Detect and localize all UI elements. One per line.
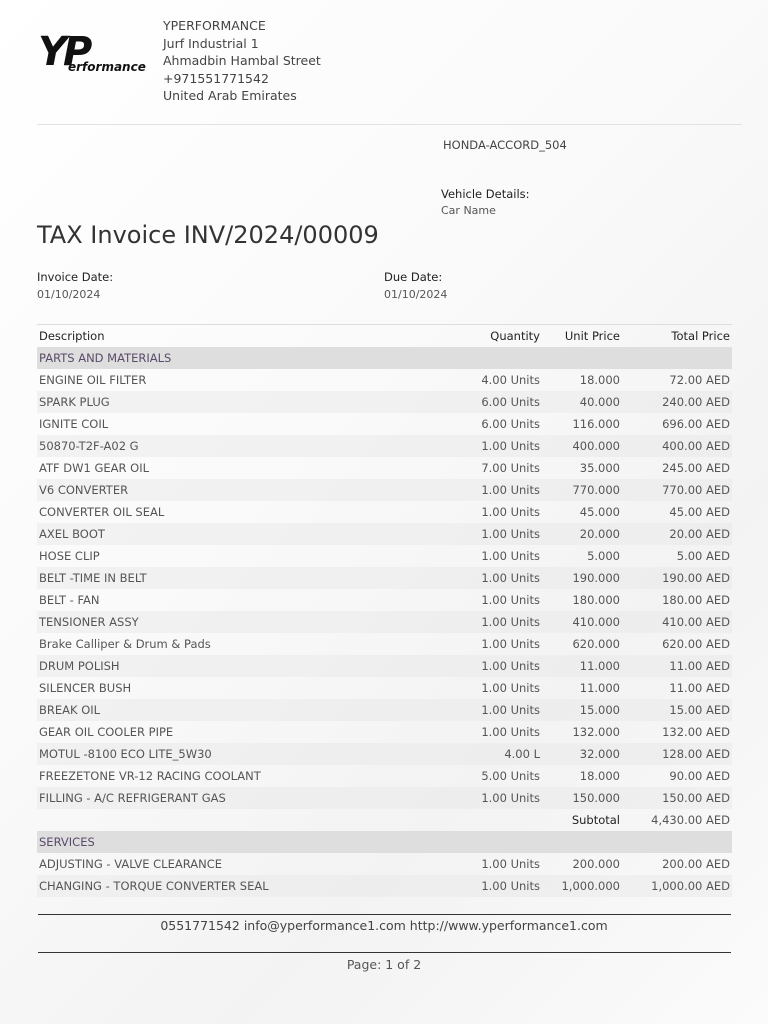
cell-quantity: 5.00 Units [481,769,540,783]
cell-unit-price: 18.000 [579,373,620,387]
cell-total-price: 1,000.00 AED [622,875,732,897]
cell-quantity: 1.00 Units [481,857,540,871]
company-address-line1: Jurf Industrial 1 [163,35,259,51]
cell-unit-price: 32.000 [542,743,622,765]
invoice-header [0,0,768,124]
footer-contact: 0551771542 info@yperformance1.com http://www.yperformance1.com [160,918,608,933]
cell-total-price: 45.00 AED [669,505,730,519]
cell-description: BELT - FAN [39,593,100,607]
cell-unit-price: 15.000 [542,699,622,721]
cell-unit-price: 190.000 [542,567,622,589]
cell-unit-price: 620.000 [572,637,620,651]
cell-description: SILENCER BUSH [39,681,132,695]
cell-unit-price: 20.000 [542,523,622,545]
table-row [37,391,732,413]
table-row [37,633,732,655]
cell-total-price: 200.00 AED [662,857,730,871]
cell-total-price: 11.00 AED [669,681,730,695]
cell-description: ENGINE OIL FILTER [39,373,147,387]
table-row [37,479,732,501]
cell-quantity: 1.00 Units [432,875,542,897]
cell-description: HOSE CLIP [39,549,100,563]
cell-total-price: 245.00 AED [662,461,730,475]
cell-unit-price: 200.000 [572,857,620,871]
cell-unit-price: 116.000 [572,417,620,431]
table-row [37,457,732,479]
table-row [37,523,732,545]
table-row [37,545,732,567]
footer-divider-top [38,914,731,915]
cell-total-price: 696.00 AED [662,417,730,431]
cell-quantity: 1.00 Units [432,435,542,457]
company-phone: +971551771542 [163,70,269,86]
company-address-line2: Ahmadbin Hambal Street [163,53,321,69]
cell-total-price: 11.00 AED [622,655,732,677]
header-quantity: Quantity [490,329,540,343]
cell-unit-price: 11.000 [579,681,620,695]
subtotal-spacer [432,809,542,831]
subtotal-spacer [37,809,432,831]
cell-quantity: 1.00 Units [432,699,542,721]
cell-unit-price: 410.000 [542,611,622,633]
cell-description: MOTUL -8100 ECO LITE_5W30 [37,743,432,765]
cell-unit-price: 5.000 [587,549,620,563]
cell-quantity: 1.00 Units [481,725,540,739]
cell-quantity: 4.00 L [432,743,542,765]
cell-total-price: 190.00 AED [622,567,732,589]
header-total-price: Total Price [671,329,730,343]
cell-description: DRUM POLISH [37,655,432,677]
cell-total-price: 150.00 AED [622,787,732,809]
invoice-date-value: 01/10/2024 [37,288,101,301]
vehicle-details-label: Vehicle Details: [441,187,530,201]
cell-unit-price: 35.000 [579,461,620,475]
cell-quantity: 6.00 Units [432,391,542,413]
invoice-date-block [37,270,113,301]
cell-quantity: 1.00 Units [481,505,540,519]
cell-description: SPARK PLUG [37,391,432,413]
cell-unit-price: 18.000 [579,769,620,783]
cell-description: BELT -TIME IN BELT [37,567,432,589]
cell-unit-price: 150.000 [542,787,622,809]
cell-description: TENSIONER ASSY [37,611,432,633]
cell-total-price: 410.00 AED [622,611,732,633]
cell-description: ADJUSTING - VALVE CLEARANCE [39,857,223,871]
cell-total-price: 15.00 AED [622,699,732,721]
cell-unit-price: 40.000 [542,391,622,413]
cell-quantity: 1.00 Units [432,655,542,677]
section-parts-label: PARTS AND MATERIALS [37,347,732,369]
cell-quantity: 1.00 Units [481,637,540,651]
cell-total-price: 20.00 AED [622,523,732,545]
section-services [37,831,732,853]
cell-description: 50870-T2F-A02 G [37,435,432,457]
cell-total-price: 72.00 AED [669,373,730,387]
cell-unit-price: 180.000 [572,593,620,607]
company-logo [38,30,150,78]
section-parts [37,347,732,369]
due-date-label: Due Date: [384,270,443,284]
cell-description: Brake Calliper & Drum & Pads [39,637,211,651]
table-row [37,853,732,875]
company-address [163,17,321,105]
header-unit-price: Unit Price [564,329,620,343]
cell-description: CHANGING - TORQUE CONVERTER SEAL [37,875,432,897]
table-row [37,787,732,809]
table-row [37,589,732,611]
cell-quantity: 1.00 Units [481,681,540,695]
cell-quantity: 1.00 Units [481,549,540,563]
header-description: Description [39,329,105,343]
table-row [37,721,732,743]
page-number: Page: 1 of 2 [346,957,422,972]
due-date-block [384,270,447,301]
subtotal-value: 4,430.00 AED [651,813,730,827]
table-row [37,369,732,391]
cell-total-price: 770.00 AED [622,479,732,501]
table-row [37,611,732,633]
cell-description: FILLING - A/C REFRIGERANT GAS [37,787,432,809]
cell-quantity: 7.00 Units [481,461,540,475]
table-body [37,347,732,917]
subtotal-label: Subtotal [571,813,620,827]
cell-total-price: 620.00 AED [662,637,730,651]
table-row [37,765,732,787]
cell-description: V6 CONVERTER [37,479,432,501]
cell-unit-price: 400.000 [542,435,622,457]
table-row [37,655,732,677]
logo-performance-text: erformance [68,60,146,74]
cell-quantity: 4.00 Units [481,373,540,387]
cell-unit-price: 132.000 [572,725,620,739]
footer-divider-bottom [38,952,731,953]
cell-description: IGNITE COIL [39,417,109,431]
cell-total-price: 128.00 AED [622,743,732,765]
table-header-row [37,325,732,348]
cell-unit-price: 1,000.000 [542,875,622,897]
cell-total-price: 90.00 AED [669,769,730,783]
cell-quantity: 1.00 Units [432,523,542,545]
invoice-title: TAX Invoice INV/2024/00009 [37,221,379,249]
logo-yp-mark: YP [38,29,89,75]
company-country: United Arab Emirates [163,88,297,104]
table-row [37,875,732,897]
invoice-lines-table [37,324,732,917]
table-row [37,567,732,589]
vehicle-code: HONDA-ACCORD_504 [443,138,567,152]
due-date-value: 01/10/2024 [384,288,448,301]
cell-total-price: 132.00 AED [662,725,730,739]
cell-quantity: 1.00 Units [432,479,542,501]
header-divider [37,124,742,125]
cell-total-price: 180.00 AED [662,593,730,607]
cell-unit-price: 11.000 [542,655,622,677]
cell-total-price: 400.00 AED [622,435,732,457]
cell-unit-price: 770.000 [542,479,622,501]
company-name: YPERFORMANCE [163,18,266,33]
cell-quantity: 6.00 Units [481,417,540,431]
table-row [37,699,732,721]
cell-total-price: 240.00 AED [622,391,732,413]
cell-unit-price: 45.000 [579,505,620,519]
cell-quantity: 1.00 Units [432,787,542,809]
cell-description: GEAR OIL COOLER PIPE [39,725,174,739]
cell-description: AXEL BOOT [37,523,432,545]
table-row [37,413,732,435]
table-row [37,677,732,699]
table-row [37,743,732,765]
vehicle-details-value: Car Name [441,204,496,217]
cell-quantity: 1.00 Units [481,593,540,607]
subtotal-row [37,809,732,831]
cell-description: ATF DW1 GEAR OIL [39,461,150,475]
cell-total-price: 5.00 AED [676,549,730,563]
table-row [37,501,732,523]
cell-description: FREEZETONE VR-12 RACING COOLANT [39,769,261,783]
section-services-label: SERVICES [37,831,732,853]
cell-description: CONVERTER OIL SEAL [39,505,165,519]
cell-description: BREAK OIL [37,699,432,721]
cell-quantity: 1.00 Units [432,611,542,633]
table-row [37,435,732,457]
cell-quantity: 1.00 Units [432,567,542,589]
invoice-date-label: Invoice Date: [37,270,114,284]
